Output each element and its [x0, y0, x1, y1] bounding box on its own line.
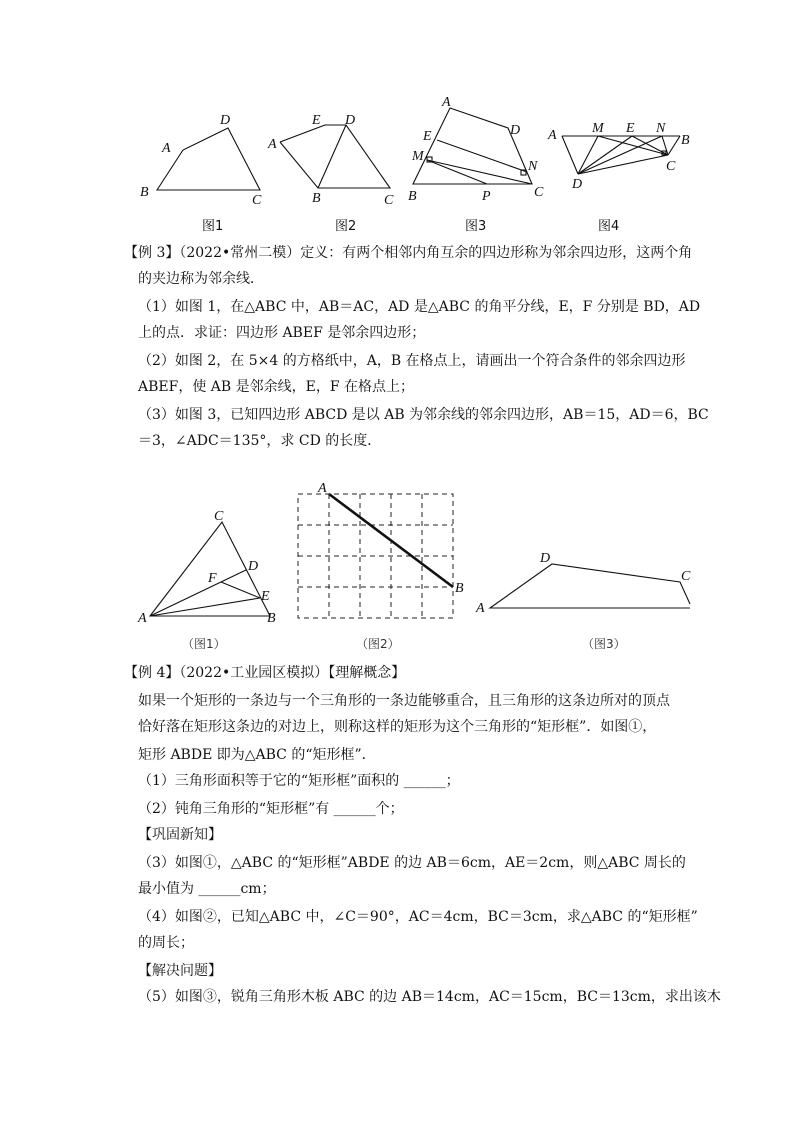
mid-fig3-label-A: A	[476, 601, 485, 616]
mid-fig2-label-B: B	[455, 581, 464, 596]
fig4-label-M: M	[592, 121, 604, 136]
fig3-quadrilateral	[413, 108, 532, 184]
fig4-label-N: N	[656, 121, 666, 136]
fig4-label-C: C	[666, 159, 676, 174]
example4-p2: 恰好落在矩形这条边的对边上，则称这样的矩形为这个三角形的“矩形框”．如图①，	[138, 719, 657, 735]
fig2-caption: 图2	[335, 219, 357, 234]
example4-q4b: 的周长；	[138, 935, 194, 951]
mid-fig2-grid	[298, 494, 453, 618]
fig3-label-C: C	[534, 185, 544, 200]
mid-fig2-caption: （图2）	[356, 637, 400, 651]
example3-line2: 的夹边称为邻余线．	[138, 271, 264, 287]
fig3-label-M: M	[412, 149, 424, 164]
mid-fig3-outline	[490, 564, 690, 608]
fig2-label-B: B	[312, 191, 321, 206]
fig4-line-DM	[578, 136, 598, 174]
fig2-outline	[280, 125, 390, 188]
fig3-line-MC	[427, 160, 532, 184]
example3-q1b: 上的点．求证：四边形 ABEF 是邻余四边形；	[138, 325, 426, 341]
example4-q3b: 最小值为 ______cm；	[138, 881, 276, 897]
example4-p3: 矩形 ABDE 即为△ABC 的“矩形框”．	[138, 747, 376, 763]
fig3-label-A: A	[442, 95, 451, 110]
example4-p1: 如果一个矩形的一条边与一个三角形的一条边能够重合，且三角形的这条边所对的顶点	[138, 693, 670, 709]
fig1-quadrilateral	[157, 128, 260, 190]
top-figure-1	[0, 0, 794, 240]
example3-q2a: （2）如图 2，在 5×4 的方格纸中，A，B 在格点上，请画出一个符合条件的邻余四边形	[138, 353, 686, 369]
example4-q4a: （4）如图②，已知△ABC 中，∠C＝90°，AC＝4cm，BC＝3cm，求△ABC 的“矩形框”	[138, 909, 698, 925]
fig3-label-B: B	[408, 189, 417, 204]
example3-q1a: （1）如图 1，在△ABC 中，AB＝AC，AD 是△ABC 的角平分线，E，F 分别是 BD，AD	[138, 299, 701, 315]
example4-q1: （1）三角形面积等于它的“矩形框”面积的 ______；	[138, 773, 460, 789]
fig3-line-EN	[437, 140, 527, 172]
mid-fig1-label-F: F	[208, 571, 217, 586]
fig4-label-E: E	[626, 121, 635, 136]
fig1-caption: 图1	[202, 219, 224, 234]
mid-fig1-label-A: A	[138, 611, 147, 626]
mid-fig1-caption: （图1）	[182, 637, 226, 651]
example4-q5: （5）如图③，锐角三角形木板 ABC 的边 AB＝14cm，AC＝15cm，BC＝13cm，求出该木	[138, 989, 721, 1005]
example4-q3a: （3）如图①，△ABC 的“矩形框”ABDE 的边 AB＝6cm，AE＝2cm，则△ABC 周长的	[138, 855, 686, 871]
fig2-label-C: C	[384, 193, 394, 208]
fig3-label-P: P	[482, 189, 491, 204]
fig1-label-A: A	[162, 141, 171, 156]
fig4-line-AD	[562, 136, 578, 174]
mid-fig1-line-AD	[150, 570, 246, 616]
example3-q3a: （3）如图 3，已知四边形 ABCD 是以 AB 为邻余线的邻余四边形，AB＝15，AD＝6，BC	[138, 407, 709, 423]
mid-fig1-label-D: D	[248, 559, 259, 574]
fig4-line-BC	[668, 136, 680, 155]
mid-fig3-label-D: D	[540, 551, 551, 566]
fig1-label-B: B	[140, 185, 149, 200]
mid-fig1-label-B: B	[267, 611, 276, 626]
fig4-caption: 图4	[598, 219, 620, 234]
fig4-label-D: D	[572, 177, 583, 192]
fig3-caption: 图3	[465, 219, 487, 234]
example4-q2: （2）钝角三角形的“矩形框”有 ______个；	[138, 801, 404, 817]
fig1-label-C: C	[252, 193, 262, 208]
mid-fig1-label-E: E	[261, 589, 270, 604]
mid-fig3-caption: （图3）	[582, 637, 626, 651]
fig1-label-D: D	[220, 113, 231, 128]
mid-fig2-label-A: A	[318, 481, 327, 496]
example3-line1: 【例 3】（2022•常州二模）定义：有两个相邻内角互余的四边形称为邻余四边形，这两个角	[124, 245, 693, 261]
fig4-label-A: A	[548, 128, 557, 143]
example4-section3: 【解决问题】	[138, 963, 222, 979]
mid-fig1-line-AE	[150, 598, 260, 616]
fig4-label-B: B	[681, 133, 690, 148]
fig2-diagonal-BD	[318, 125, 346, 188]
fig2-label-A: A	[268, 137, 277, 152]
fig3-label-N: N	[528, 159, 538, 174]
fig2-label-D: D	[345, 113, 356, 128]
mid-fig1-label-C: C	[214, 509, 224, 524]
fig3-label-E: E	[423, 129, 432, 144]
example3-q3b: ＝3，∠ADC＝135°，求 CD 的长度．	[138, 433, 382, 449]
example4-section2: 【巩固新知】	[138, 827, 222, 843]
mid-figures	[0, 470, 794, 670]
fig2-label-E: E	[312, 113, 321, 128]
example3-q2b: ABEF，使 AB 是邻余线，E，F 在格点上；	[138, 379, 415, 395]
mid-fig3-label-C: C	[681, 569, 691, 584]
fig3-label-D: D	[510, 123, 521, 138]
example4-header: 【例 4】（2022•工业园区模拟）【理解概念】	[124, 665, 406, 681]
